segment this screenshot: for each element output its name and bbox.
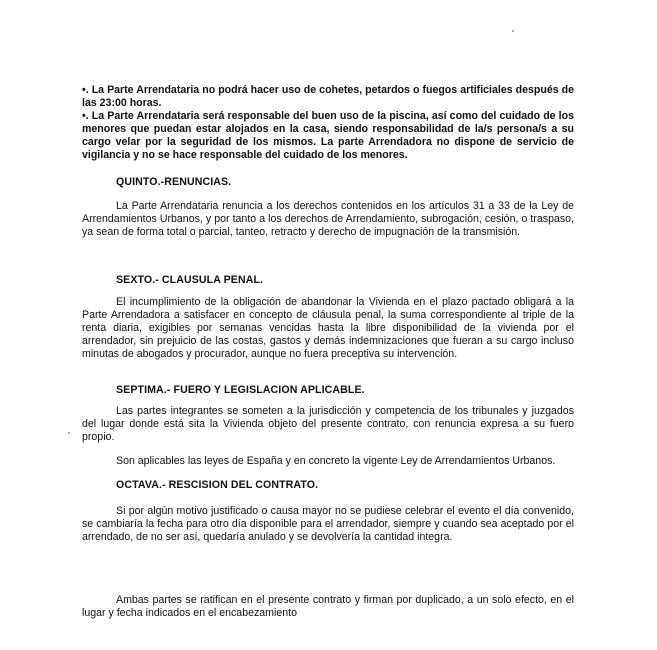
document-page (82, 0, 574, 650)
paragraph: La Parte Arrendataria renuncia a los derechos contenidos en los artículos 31 a 33 de la Ley de Arrendamientos Urbanos, y por tanto a los derechos de Arrendamiento, subrogación, cesión, o traspaso, ya sean de forma total o parcial, tanteo, retracto y derecho de impugnación de la transmisión. (82, 200, 574, 238)
bullet-text: La Parte Arrendataria será responsable del buen uso de la piscina, así como del cuidado de los menores que puedan estar alojados en la casa, siendo responsabilidad de la/s persona/s a su cargo velar por la seguridad de los mismos. La parte Arrendadora no dispone de servicio de vigilancia y no se hace responsable del cuidado de los menores. (82, 110, 574, 161)
section-body-septima (82, 405, 574, 444)
bullet-marker: •. (82, 110, 89, 122)
scan-speck (68, 432, 70, 434)
closing-statement (82, 594, 574, 620)
section-heading-septima: SEPTIMA.- FUERO Y LEGISLACION APLICABLE. (116, 384, 365, 396)
section-heading-sexto: SEXTO.- CLAUSULA PENAL. (116, 274, 264, 286)
paragraph: Las partes integrantes se someten a la jurisdicción y competencia de los tribunales y juzgados del lugar donde está sita la Vivienda objeto del presente contrato, con renuncia expresa a su fuero propio. (82, 405, 574, 443)
bullet-marker: •. (82, 84, 89, 96)
bullet-item (82, 84, 574, 110)
section-body-octava (82, 505, 574, 544)
section-body-sexto (82, 296, 574, 361)
section-heading-octava: OCTAVA.- RESCISION DEL CONTRATO. (116, 479, 319, 491)
bullet-item (82, 110, 574, 162)
paragraph: Ambas partes se ratifican en el presente contrato y firman por duplicado, a un solo efecto, en el lugar y fecha indicados en el encabezamiento (82, 594, 574, 619)
section-body-septima-2 (82, 455, 574, 468)
section-heading-quinto: QUINTO.-RENUNCIAS. (116, 176, 232, 188)
scan-speck (512, 30, 514, 32)
paragraph: El incumplimiento de la obligación de abandonar la Vivienda en el plazo pactado obligará a la Parte Arrendadora a satisfacer en concepto de cláusula penal, la suma correspondiente al triple de la renta diaria, exigibles por semanas vencidas hasta la libre disponibilidad de la vivienda por el arrendador, sin prejuicio de las costas, gastos y demás indemnizaciones que fueran a su cargo incluso minutas de abogados y procurador, aunque no fuera preceptiva su intervención. (82, 296, 574, 360)
paragraph: Son aplicables las leyes de España y en concreto la vigente Ley de Arrendamientos Urbanos. (116, 455, 556, 467)
bullet-text: La Parte Arrendataria no podrá hacer uso de cohetes, petardos o fuegos artificiales después de las 23:00 horas. (82, 84, 574, 109)
section-body-quinto (82, 200, 574, 239)
bullet-list (82, 84, 574, 162)
paragraph: Si por algún motivo justificado o causa mayor no se pudiese celebrar el evento el día convenido, se cambiaría la fecha para otro día disponible para el arrendador, siempre y cuando sea aceptado por el arrendado, de no ser así, quedaría anulado y se devolvería la cantidad integra. (82, 505, 574, 543)
